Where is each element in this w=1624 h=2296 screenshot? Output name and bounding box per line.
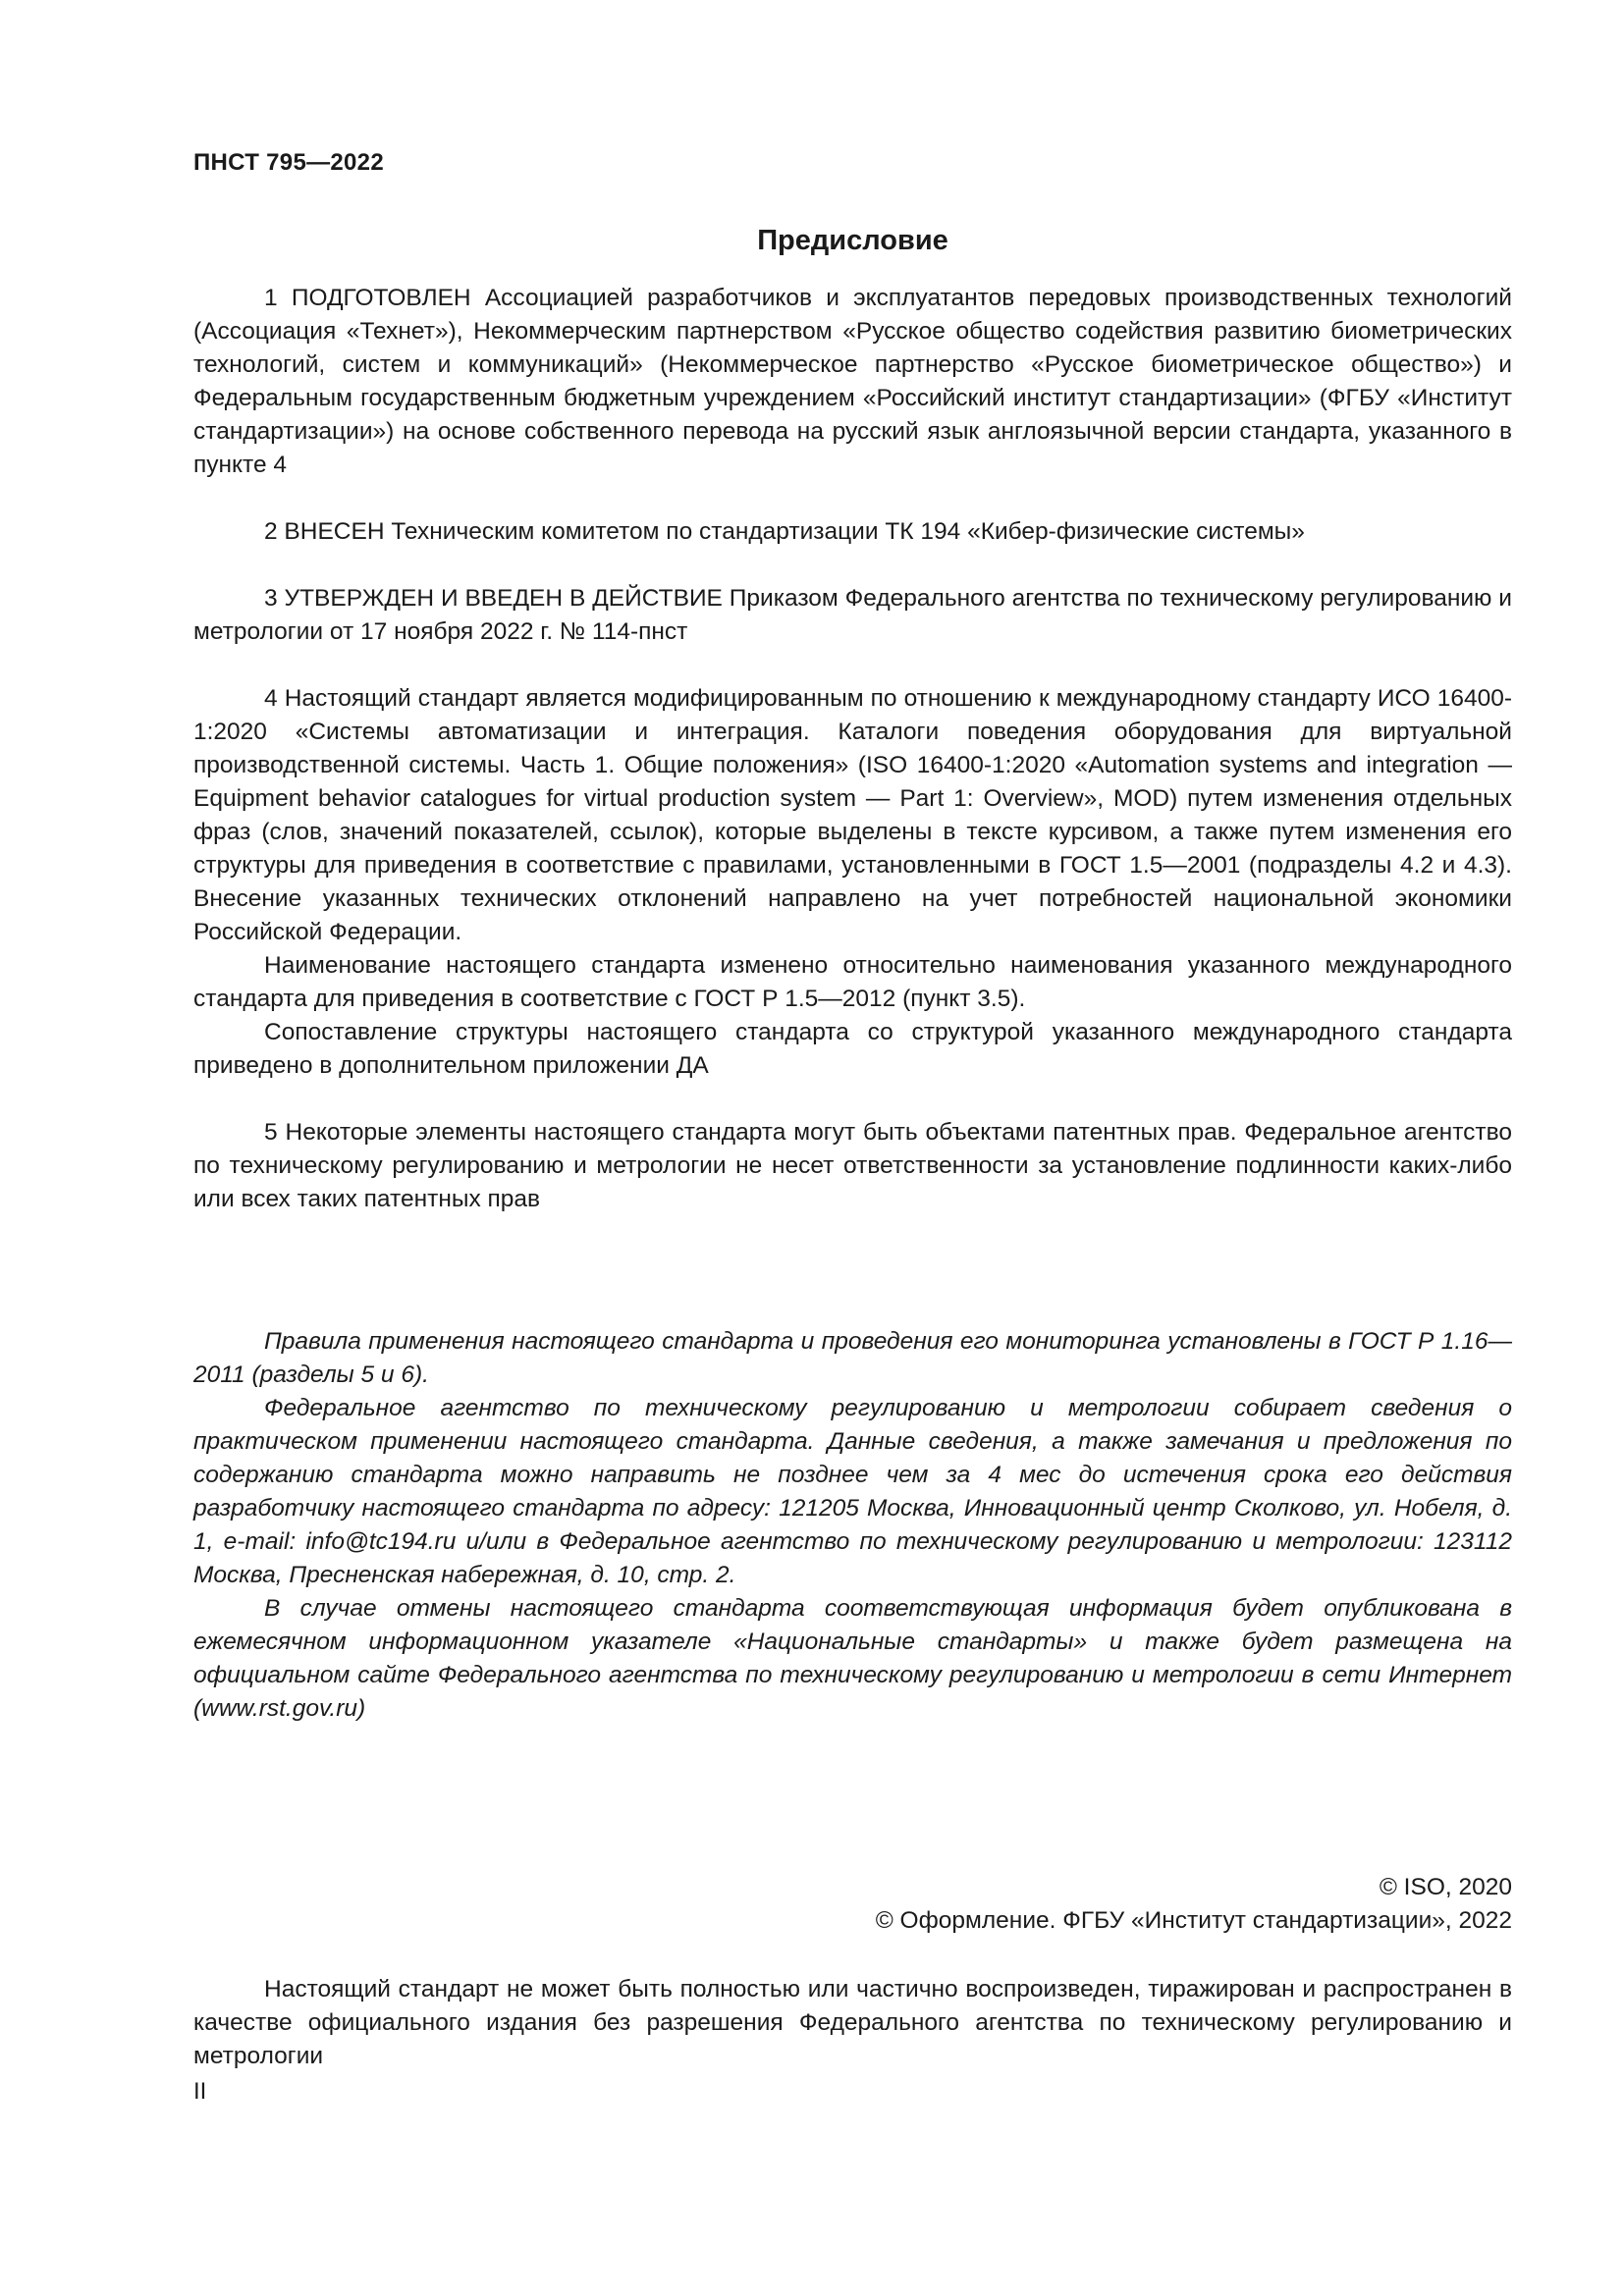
italic-paragraph-3: В случае отмены настоящего стандарта соответствующая информация будет опубликована в ежемесячном информационном указателе «Национальные стандарты» и также будет размещена на официальном сайте Федерального агентства по техническому регулированию и метрологии в сети Интернет (www.rst.gov.ru) bbox=[193, 1595, 1512, 1722]
notice-text: Настоящий стандарт не может быть полностью или частично воспроизведен, тиражирован и распространен в качестве официального издания без разрешения Федерального агентства по техническому регулированию и метрологии bbox=[193, 1976, 1512, 2069]
paragraph-2: 2 ВНЕСЕН Техническим комитетом по стандартизации ТК 194 «Кибер-физические системы» bbox=[264, 518, 1305, 545]
paragraph-4-structure: Сопоставление структуры настоящего стандарта со структурой указанного международного стандарта приведено в дополнительном приложении ДА bbox=[193, 1019, 1512, 1079]
copyright-design: © Оформление. ФГБУ «Институт стандартизации», 2022 bbox=[875, 1907, 1512, 1934]
paragraph-4-name: Наименование настоящего стандарта изменено относительно наименования указанного международного стандарта для приведения в соответствие с ГОСТ Р 1.5—2012 (пункт 3.5). bbox=[193, 952, 1512, 1012]
copyright-block bbox=[193, 1871, 1512, 1938]
preface-content bbox=[193, 221, 1512, 1726]
paragraph-3: 3 УТВЕРЖДЕН И ВВЕДЕН В ДЕЙСТВИЕ Приказом Федерального агентства по техническому регулированию и метрологии от 17 ноября 2022 г. № 114-пнст bbox=[193, 585, 1512, 645]
usage-rules-block bbox=[193, 1325, 1512, 1726]
italic-paragraph-2: Федеральное агентство по техническому регулированию и метрологии собирает сведения о практическом применении настоящего стандарта. Данные сведения, а также замечания и предложения по содержанию стандарта можно направить не позднее чем за 4 мес до истечения срока его действия разработчику настоящего стандарта по адресу: 121205 Москва, Инновационный центр Сколково, ул. Нобеля, д. 1, e-mail: info@tc194.ru и/или в Федеральное агентство по техническому регулированию и метрологии: 123112 Москва, Пресненская набережная, д. 10, стр. 2. bbox=[193, 1395, 1512, 1588]
italic-paragraph-1: Правила применения настоящего стандарта и проведения его мониторинга установлены в ГОСТ Р 1.16—2011 (разделы 5 и 6). bbox=[193, 1328, 1512, 1388]
copyright-iso: © ISO, 2020 bbox=[1379, 1874, 1512, 1900]
paragraph-4: 4 Настоящий стандарт является модифицированным по отношению к международному стандарту ИСО 16400-1:2020 «Системы автоматизации и интеграция. Каталоги поведения оборудования для виртуальной производственной системы. Часть 1. Общие положения» (ISO 16400-1:2020 «Automation systems and integration — Equipment behavior catalogues for virtual production system — Part 1: Overview», MOD) путем изменения отдельных фраз (слов, значений показателей, ссылок), которые выделены в тексте курсивом, а также путем изменения его структуры для приведения в соответствие с правилами, установленными в ГОСТ 1.5—2001 (подразделы 4.2 и 4.3). Внесение указанных технических отклонений направлено на учет потребностей национальной экономики Российской Федерации. bbox=[193, 685, 1512, 945]
standard-code: ПНСТ 795—2022 bbox=[193, 149, 384, 176]
paragraph-1: 1 ПОДГОТОВЛЕН Ассоциацией разработчиков и эксплуатантов передовых производственных технологий (Ассоциация «Технет»), Некоммерческим партнерством «Русское общество содействия развитию биометрических технологий, систем и коммуникаций» (Некоммерческое партнерство «Русское биометрическое общество») и Федеральным государственным бюджетным учреждением «Российский институт стандартизации» (ФГБУ «Институт стандартизации») на основе собственного перевода на русский язык англоязычной версии стандарта, указанного в пункте 4 bbox=[193, 285, 1512, 478]
paragraph-5: 5 Некоторые элементы настоящего стандарта могут быть объектами патентных прав. Федеральное агентство по техническому регулированию и метрологии не несет ответственности за установление подлинности каких-либо или всех таких патентных прав bbox=[193, 1119, 1512, 1212]
reproduction-notice bbox=[193, 1973, 1512, 2073]
page-title: Предисловие bbox=[757, 225, 948, 256]
page-number: II bbox=[193, 2078, 207, 2105]
